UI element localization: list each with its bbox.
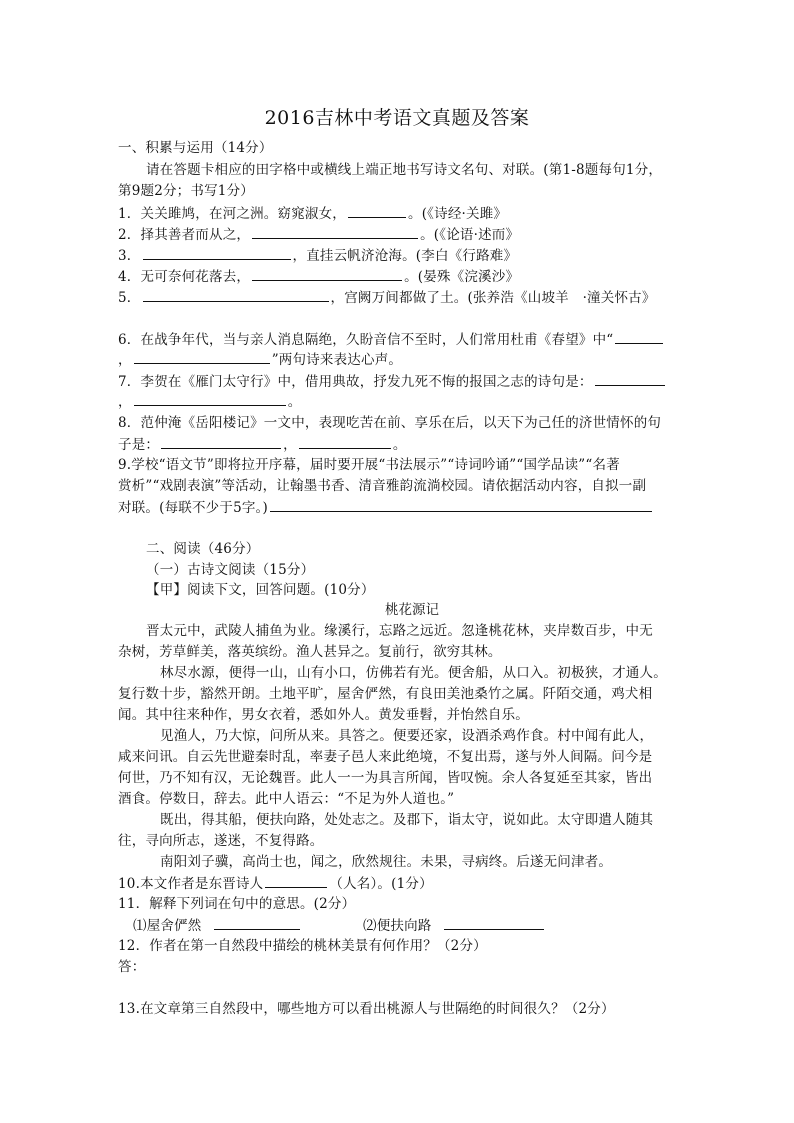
section-1-heading: 一、积累与运用（14分） [118,140,273,156]
answer-blank[interactable] [161,434,281,449]
essay-paragraph: 何世，乃不知有汉，无论魏晋。此人一一为具言所闻，皆叹惋。余人各复延至其家，皆出 [118,770,653,786]
question-9-cont: 赏析”“戏剧表演”等活动，让翰墨书香、清音雅韵流淌校园。请依据活动内容，自拟一副 [118,478,647,494]
essay-paragraph: 酒食。停数日，辞去。此中人语云：“不足为外人道也。” [118,791,455,807]
reading-instruction: 【甲】阅读下文，回答问题。(10分） [146,582,375,598]
essay-paragraph: 咸来问讯。自云先世避秦时乱，率妻子邑人来此绝境，不复出焉，遂与外人间隔。问今是 [118,749,653,765]
question-6-cont: ， ”两句诗来表达心声。 [118,349,402,370]
question-9: 9.学校“语文节”即将拉开序幕，届时要开展“书法展示”“诗词吟诵”“国学品读”“名著 [118,457,620,473]
answer-blank[interactable] [214,915,300,930]
essay-paragraph: 闻。其中往来种作，男女衣着，悉如外人。黄发垂髫，并怡然自乐。 [118,707,529,723]
essay-paragraph: 杂树，芳草鲜美，落英缤纷。渔人甚异之。复前行，欲穷其林。 [118,644,502,660]
answer-blank[interactable] [444,915,544,930]
answer-blank[interactable] [595,371,665,386]
answer-blank[interactable] [299,434,391,449]
answer-blank[interactable] [134,391,286,406]
question-11: 11．解释下列词在句中的意思。(2分） [118,896,356,912]
question-5: 5． ，宫阙万间都做了土。(张养浩《山坡羊 ·潼关怀古》 [118,287,656,308]
question-6: 6．在战争年代，当与亲人消息隔绝，久盼音信不至时，人们常用杜甫《春望》中“ [118,329,665,350]
answer-blank[interactable] [143,287,329,302]
section-1-instruction-cont: 第9题2分；书写1分） [118,183,254,199]
question-8-cont: 子是： ， 。 [118,434,407,455]
question-2: 2．择其善者而从之， 。(《论语·述而》 [118,224,519,245]
answer-blank[interactable] [252,266,402,281]
question-8: 8．范仲淹《岳阳楼记》一文中，表现吃苦在前、享乐在后，以天下为己任的济世情怀的句 [118,415,662,431]
question-13: 13.在文章第三自然段中，哪些地方可以看出桃源人与世隔绝的时间很久？（2分） [118,1001,615,1017]
essay-paragraph: 南阳刘子骥，高尚士也，闻之，欣然规往。未果，寻病终。后遂无问津者。 [160,854,613,870]
question-11-items: ⑴屋舍俨然 ⑵便扶向路 [133,915,546,936]
question-12: 12．作者在第一自然段中描绘的桃林美景有何作用？（2分） [118,938,487,954]
essay-title: 桃花源记 [385,602,439,618]
section-1-instruction: 请在答题卡相应的田字格中或横线上端正地书写诗文名句、对联。(第1-8题每句1分， [146,162,663,178]
answer-blank[interactable] [265,873,327,888]
question-1: 1．关关雎鸠，在河之洲。窈窕淑女， 。(《诗经·关雎》 [118,203,507,224]
essay-paragraph: 见渔人，乃大惊，问所从来。具答之。便要还家，设酒杀鸡作食。村中闻有此人， [160,728,654,744]
question-7-cont: ， 。 [118,391,301,412]
question-4: 4．无可奈何花落去， 。(晏殊《浣溪沙》 [118,266,519,287]
answer-blank[interactable] [348,203,406,218]
answer-blank[interactable] [143,245,291,260]
question-3: 3． ，直挂云帆济沧海。(李白《行路难》 [118,245,517,266]
page-title: 2016吉林中考语文真题及答案 [264,107,530,129]
question-7: 7．李贺在《雁门太守行》中，借用典故，抒发九死不悔的报国之志的诗句是： [118,371,667,392]
essay-paragraph: 往，寻向所志，遂迷，不复得路。 [118,833,324,849]
answer-blank[interactable] [252,224,418,239]
essay-paragraph: 晋太元中，武陵人捕鱼为业。缘溪行，忘路之远近。忽逢桃花林，夹岸数百步，中无 [146,623,653,639]
question-10: 10.本文作者是东晋诗人 （人名）。(1分） [118,873,433,894]
question-9-cont2: 对联。(每联不少于5字。) [118,497,654,518]
answer-blank[interactable] [270,497,652,512]
answer-blank[interactable] [134,349,270,364]
answer-label: 答： [118,959,146,975]
essay-paragraph: 复行数十步，豁然开朗。土地平旷，屋舍俨然，有良田美池桑竹之属。阡陌交通，鸡犬相 [118,686,653,702]
essay-paragraph: 林尽水源，便得一山，山有小口，仿佛若有光。便舍船，从口入。初极狭，才通人。 [160,665,667,681]
essay-paragraph: 既出，得其船，便扶向路，处处志之。及郡下，诣太守，说如此。太守即遣人随其 [160,812,654,828]
answer-blank[interactable] [615,329,663,344]
subsection-heading: （一）古诗文阅读（15分） [146,562,315,578]
section-2-heading: 二、阅读（46分） [146,541,260,557]
